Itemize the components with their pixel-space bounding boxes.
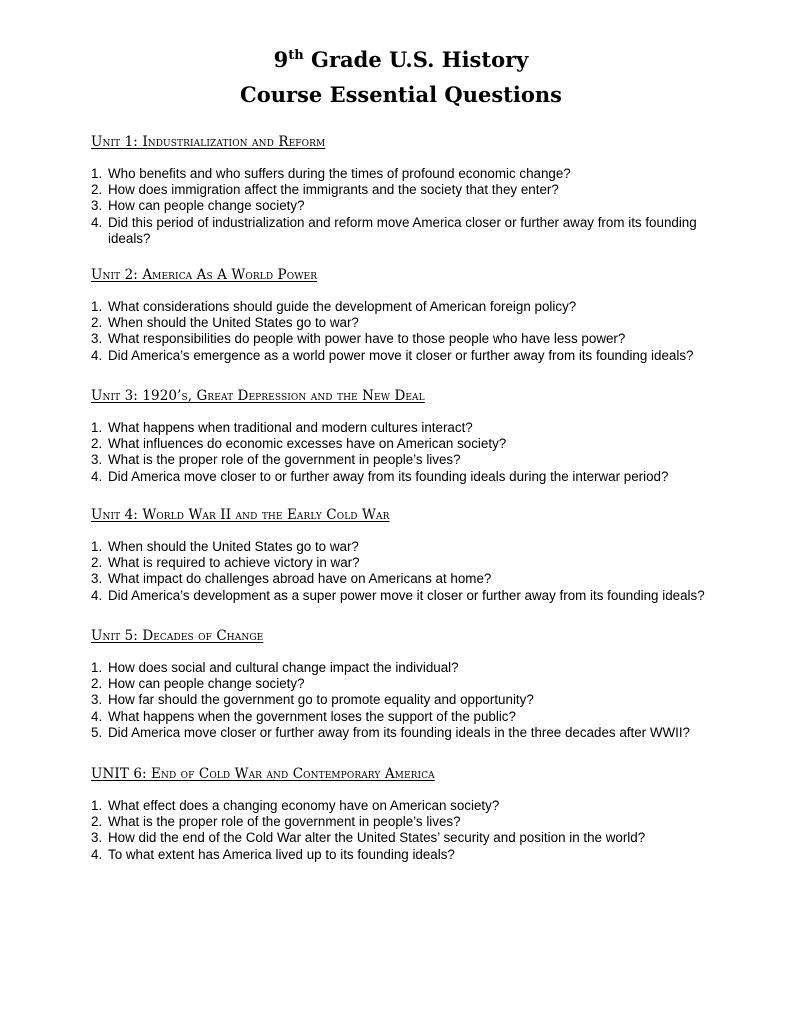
question-item — [91, 660, 731, 676]
question-number: 4. — [91, 846, 103, 862]
unit-section — [91, 387, 731, 485]
question-text: Who benefits and who suffers during the times of profound economic change? — [108, 166, 571, 181]
question-item — [91, 331, 731, 347]
question-number: 2. — [91, 814, 103, 830]
question-text: What is the proper role of the government in people’s lives? — [108, 814, 461, 830]
title-line-2: Course Essential Questions — [240, 82, 562, 107]
question-number: 4. — [91, 708, 103, 724]
question-number: 1. — [91, 660, 103, 675]
unit-heading: Unit 4: World War II and the Early Cold War — [91, 507, 390, 523]
unit-section — [91, 765, 731, 863]
title-grade-suffix: th — [288, 48, 304, 63]
question-item — [91, 847, 731, 863]
question-text: Did America move closer or further away from its founding ideals in the three decades after WWII? — [108, 724, 691, 740]
page-title — [71, 44, 731, 110]
question-item — [91, 692, 731, 708]
question-text: To what extent has America lived up to its founding ideals? — [108, 846, 455, 862]
question-item — [91, 452, 731, 468]
question-number: 4. — [91, 468, 103, 484]
question-list — [91, 166, 731, 247]
question-number: 3. — [91, 452, 103, 468]
question-item — [91, 539, 731, 555]
question-item — [91, 198, 731, 214]
question-number: 3. — [91, 830, 103, 846]
question-text: What happens when traditional and modern cultures interact? — [108, 420, 473, 435]
question-text: Did America move closer to or further away from its founding ideals during the interwar period? — [108, 468, 669, 484]
question-number: 1. — [91, 299, 103, 314]
unit-heading: UNIT 6: End of Cold War and Contemporary America — [91, 766, 435, 782]
question-text: How did the end of the Cold War alter the United States’ security and position in the world? — [108, 830, 646, 846]
question-item — [91, 571, 731, 587]
question-item — [91, 215, 731, 247]
question-list — [91, 660, 731, 741]
question-item — [91, 182, 731, 198]
question-number: 2. — [91, 555, 103, 571]
question-item — [91, 830, 731, 846]
question-item — [91, 166, 731, 182]
units-container — [91, 133, 731, 863]
question-item — [91, 814, 731, 830]
question-item — [91, 555, 731, 571]
unit-section — [91, 627, 731, 741]
question-text: Did America’s development as a super power move it closer or further away from its founding ideals? — [108, 587, 705, 603]
question-text: Did America’s emergence as a world power move it closer or further away from its founding ideals? — [108, 347, 694, 363]
question-text: How can people change society? — [108, 198, 305, 214]
question-text: What is the proper role of the government in people’s lives? — [108, 452, 461, 468]
question-text: What is required to achieve victory in war? — [108, 555, 360, 571]
question-list — [91, 299, 731, 364]
question-text: What considerations should guide the development of American foreign policy? — [108, 299, 577, 314]
question-text: What responsibilities do people with power have to those people who have less power? — [108, 331, 626, 347]
question-text: When should the United States go to war? — [108, 315, 359, 331]
title-course-name: Grade U.S. History — [303, 47, 529, 72]
question-item — [91, 676, 731, 692]
question-number: 2. — [91, 676, 103, 692]
question-number: 3. — [91, 692, 103, 708]
question-text: How far should the government go to promote equality and opportunity? — [108, 692, 534, 708]
question-item — [91, 348, 731, 364]
question-list — [91, 798, 731, 863]
question-text: How does immigration affect the immigrants and the society that they enter? — [108, 182, 559, 198]
question-item — [91, 420, 731, 436]
question-number: 1. — [91, 166, 103, 181]
question-text: How can people change society? — [108, 676, 305, 692]
question-item — [91, 299, 731, 315]
unit-section — [91, 266, 731, 364]
unit-section — [91, 506, 731, 604]
question-text: What impact do challenges abroad have on Americans at home? — [108, 571, 492, 587]
question-text: How does social and cultural change impact the individual? — [108, 660, 459, 675]
question-number: 4. — [91, 214, 103, 230]
question-item — [91, 315, 731, 331]
title-line-1 — [71, 44, 731, 79]
question-text: When should the United States go to war? — [108, 539, 359, 554]
unit-heading: Unit 1: Industrialization and Reform — [91, 134, 326, 150]
question-text: What influences do economic excesses have on American society? — [108, 436, 507, 452]
question-item — [91, 725, 731, 741]
question-list — [91, 539, 731, 604]
question-item — [91, 798, 731, 814]
question-text: What happens when the government loses the support of the public? — [108, 708, 516, 724]
question-number: 2. — [91, 436, 103, 452]
question-list — [91, 420, 731, 485]
question-number: 4. — [91, 347, 103, 363]
question-number: 3. — [91, 571, 103, 587]
question-number: 3. — [91, 198, 103, 214]
question-number: 2. — [91, 182, 103, 198]
unit-section — [91, 133, 731, 247]
question-item — [91, 709, 731, 725]
question-number: 5. — [91, 724, 103, 740]
unit-heading: Unit 2: America As A World Power — [91, 267, 318, 283]
question-number: 1. — [91, 539, 103, 554]
question-item — [91, 469, 731, 485]
question-item — [91, 436, 731, 452]
question-text: What effect does a changing economy have on American society? — [108, 798, 500, 813]
question-number: 2. — [91, 315, 103, 331]
question-number: 3. — [91, 331, 103, 347]
unit-heading: Unit 5: Decades of Change — [91, 628, 264, 644]
question-item — [91, 588, 731, 604]
question-number: 4. — [91, 587, 103, 603]
question-text: Did this period of industrialization and reform move America closer or further away from its founding ideals? — [108, 214, 697, 246]
unit-heading: Unit 3: 1920’s, Great Depression and the New Deal — [91, 388, 425, 404]
title-grade-number: 9 — [273, 47, 289, 72]
question-number: 1. — [91, 420, 103, 435]
question-number: 1. — [91, 798, 103, 813]
